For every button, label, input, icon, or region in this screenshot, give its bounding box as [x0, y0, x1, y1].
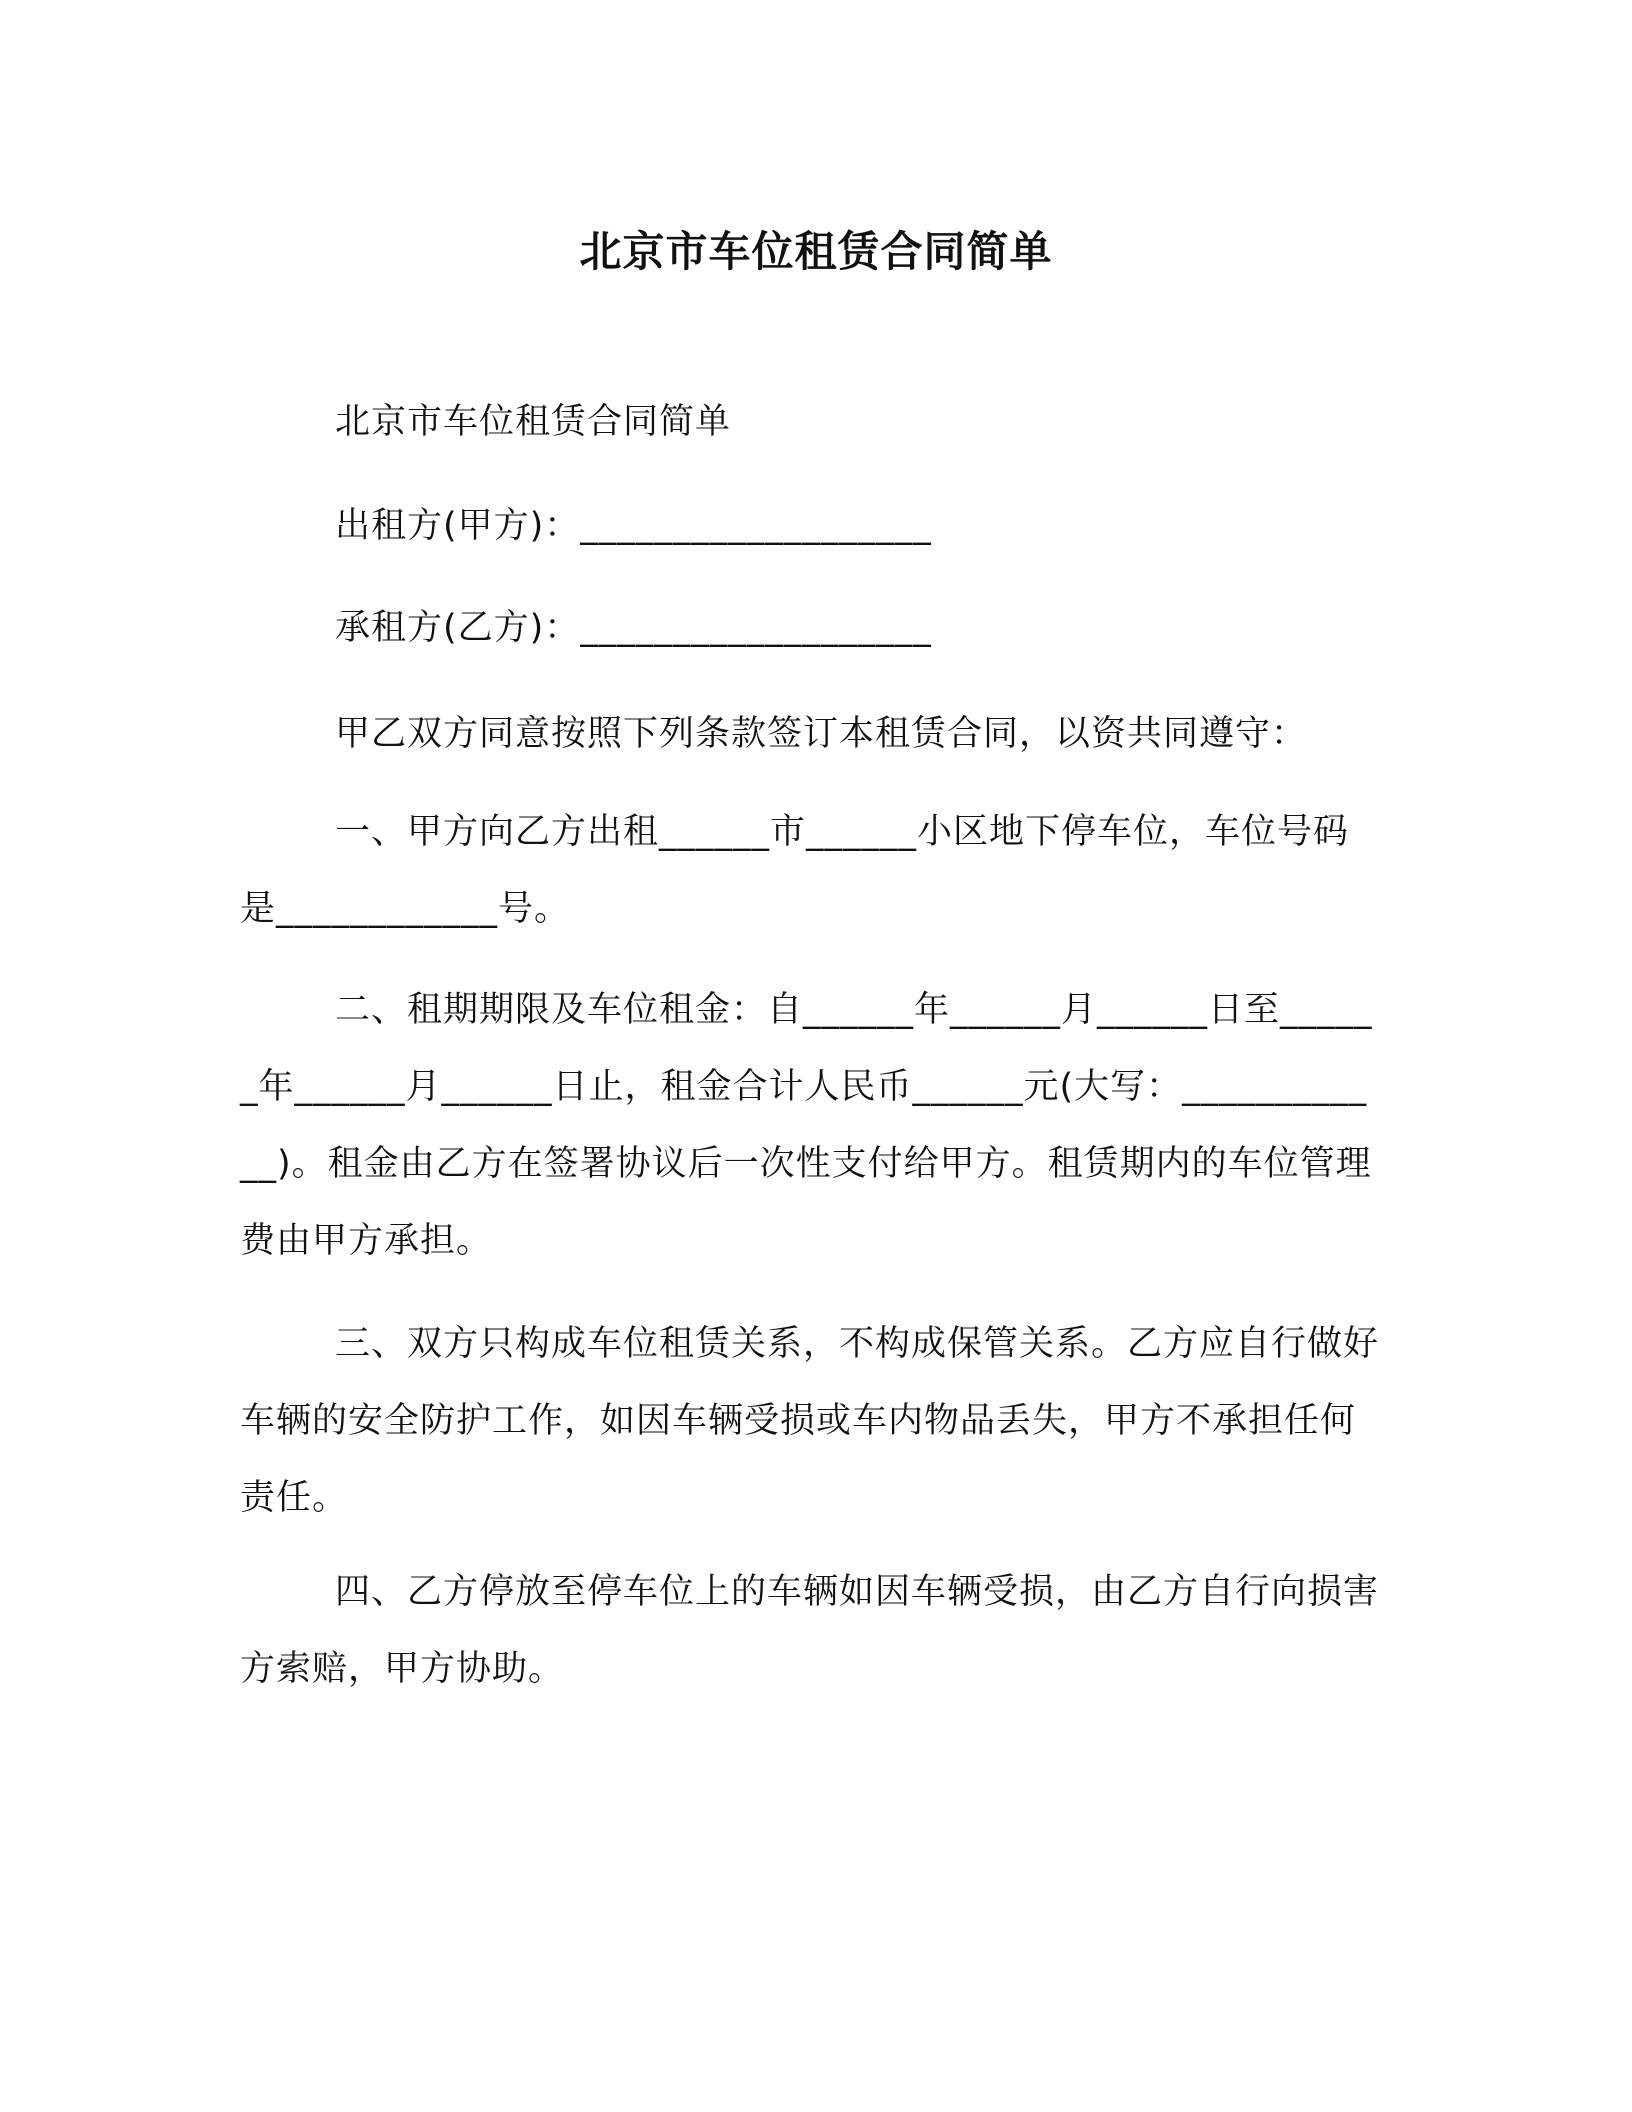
- lessee-line: 承租方(乙方)：___________________: [335, 608, 932, 648]
- subtitle-paragraph: 北京市车位租赁合同简单: [335, 402, 732, 442]
- intro-paragraph: 甲乙双方同意按照下列条款签订本租赁合同，以资共同遵守：: [335, 714, 1308, 754]
- clause-4-paragraph: 四、乙方停放至停车位上的车辆如因车辆受损，由乙方自行向损害方索赔，甲方协助。: [240, 1572, 1380, 1689]
- document-title: 北京市车位租赁合同简单: [579, 227, 1053, 276]
- clause-1-paragraph: 一、甲方向乙方出租______市______小区地下停车位，车位号码是____________号。: [240, 812, 1350, 929]
- clause-2-paragraph: 二、租期期限及车位租金：自______年______月______日至______年______月______日止，租金合计人民币______元(大写：____________)。租金由乙方在签署协议后一次性支付给甲方。租赁期内的车位管理费由甲方承担。: [240, 990, 1373, 1261]
- lessor-line: 出租方(甲方)：___________________: [335, 506, 932, 546]
- clause-3-paragraph: 三、双方只构成车位租赁关系，不构成保管关系。乙方应自行做好车辆的安全防护工作，如因车辆受损或车内物品丢失，甲方不承担任何责任。: [240, 1324, 1380, 1518]
